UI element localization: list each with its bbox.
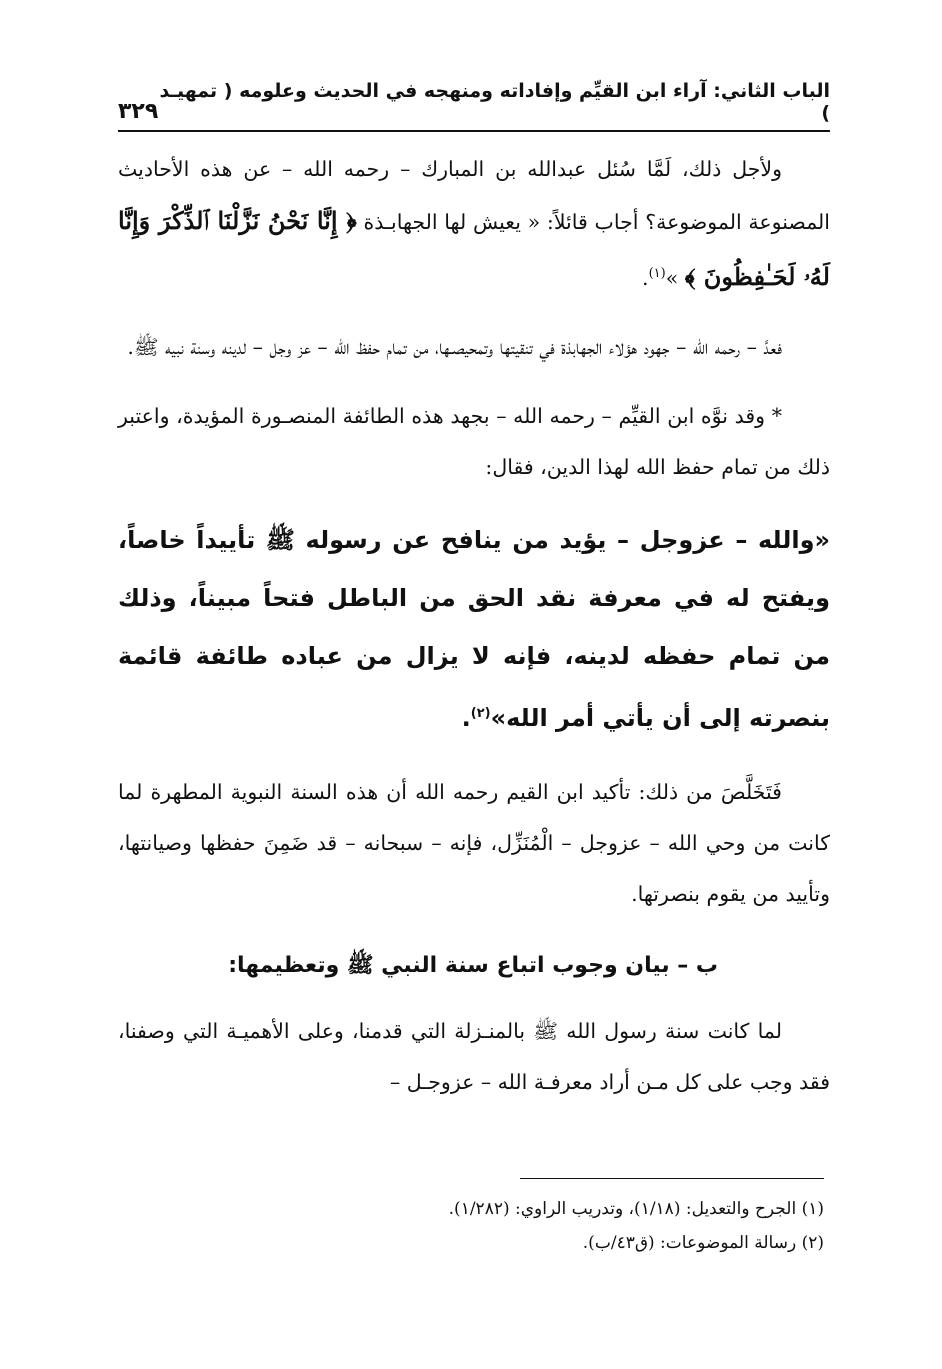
paragraph-text: لما كانت سنة رسول الله ﷺ بالمنـزلة التي قدمنا، وعلى الأهميـة التي وصفنا، فقد وجب على كل مـن أراد معرفـة الله – عزوجـل – — [118, 1018, 830, 1094]
paragraph-sunnah-status — [118, 1006, 830, 1108]
page — [118, 80, 830, 1126]
footnote-1: (١) الجرح والتعديل: (١/١٨)، وتدريب الراوي: (١/٢٨٢). — [448, 1199, 824, 1219]
quotation-ibn-qayyim — [118, 511, 830, 747]
paragraph-ibn-qayyim-note — [118, 391, 830, 493]
paragraph-end: . — [461, 703, 471, 732]
page-number: ٣٢٩ — [118, 99, 159, 124]
paragraph-text: فَتَخَلَّصَ من ذلك: تأكيد ابن القيم رحمه الله أن هذه السنة النبوية المطهرة لما كانت من وحي الله – عزوجل – الْمُنَزِّل، فإنه – سبحانه – قد ضَمِنَ حفظها وصيانتها، وتأييد من يقوم بنصرتها. — [118, 779, 830, 906]
header-title: الباب الثاني: آراء ابن القيِّم وإفاداته ومنهجه في الحديث وعلومه ( تمهيـد ) — [159, 80, 830, 124]
paragraph-conclusion — [118, 767, 830, 920]
paragraph-text: فعدَّ – رحمه الله – جهود هؤلاء الجهابذة في تنقيتها وتمحيصـها، من تمام حفظ الله – عز وجل – لدينه وسنة نبيه ﷺ. — [127, 334, 782, 359]
paragraph-jahabidha — [118, 322, 830, 373]
quote-close: » — [665, 265, 679, 290]
paragraph-ibn-mubarak — [118, 144, 830, 304]
footnote-divider — [520, 1178, 824, 1179]
footnote-ref-2: (٢) — [470, 705, 491, 721]
section-heading: ب – بيان وجوب اتباع سنة النبي ﷺ وتعظيمها: — [228, 952, 718, 978]
paragraph-end: . — [642, 265, 649, 290]
quran-verse: ﴿ إِنَّا نَحْنُ نَزَّلْنَا ٱلذِّكْرَ وَإِنَّا لَهُۥ لَحَـٰفِظُونَ ﴾ — [118, 206, 830, 291]
paragraph-text: ولأجل ذلك، لَمَّا سُئل عبدالله بن المبارك – رحمه الله – عن هذه الأحاديث المصنوعة الموضوعة؟ أجاب قائلاً: « يعيش لها الجهابـذة — [118, 157, 830, 234]
quotation-text: «والله – عزوجل – يؤيد من ينافح عن رسوله ﷺ تأييداً خاصاً، ويفتح له في معرفة نقد الحق من الباطل فتحاً مبيناً، وذلك من تمام حفظه لدينه، فإنه لا يزال من عباده طائفة قائمة بنصرته إلى أن يأتي أمر الله» — [118, 525, 830, 732]
paragraph-text: * وقد نوَّه ابن القيِّم – رحمه الله – بجهد هذه الطائفة المنصـورة المؤيدة، واعتبر ذلك من تمام حفظ الله لهذا الدين، فقال: — [118, 403, 830, 479]
footnotes — [112, 1192, 824, 1260]
footnote-ref-1: (١) — [648, 266, 666, 281]
footnote-2: (٢) رسالة الموضوعات: (ق٤٣/ب). — [582, 1233, 824, 1253]
running-header — [118, 80, 830, 132]
